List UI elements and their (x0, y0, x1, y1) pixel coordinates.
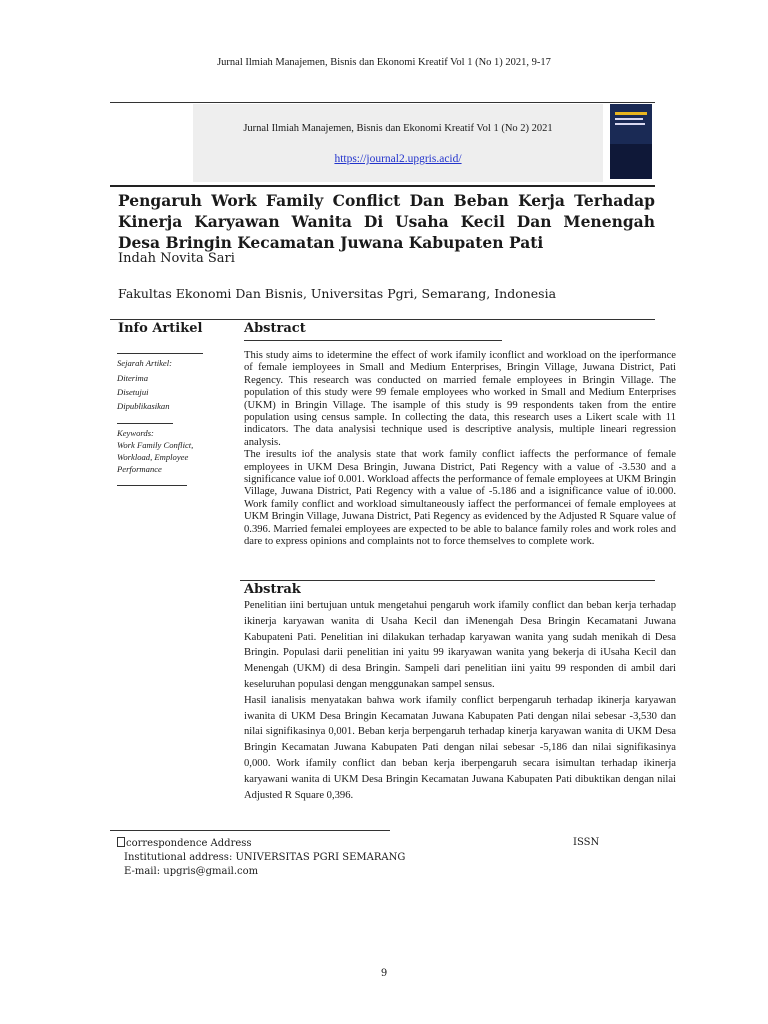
abstrak-paragraph: Hasil ianalisis menyatakan bahwa work ifamily conflict berpengaruh terhadap ikinerja karyawan iwanita di UKM Desa Bringin Kecamatan Juwana Kabupaten Pati dengan nilai sebesar -3,530 dan nilai signifikasinya 0,001. Beban kerja berpengaruh terhadap kinerja karyawan wanita di UKM Desa Bringin Kecamatan Juwana Kabupaten Pati dengan nilai sebesar -5,186 dan nilai signifikasinya 0,000. Work ifamily conflict dan beban kerja iberpengaruh secara isimultan terhadap ikinerja karyawani wanita di UKM Desa Bringin Kecamatan Juwana Kabupaten Pati dibuktikan dengan nilai Adjusted R Square 0,396. (244, 694, 676, 801)
footer-rule (110, 830, 390, 831)
abstract-paragraph: The iresults iof the analysis state that work family conflict iaffects the performance of female employees in UKM Desa Bringin, Juwana District, Pati Regency with a value of -3.530 and a significance value iof 0.001. Workload affects the performance of female employees at UKM Bringin Village, Juwana District, Pati Regency with a value of -5.186 and a isignificance value of i0.000. Work family conflict and workload simultaneously iaffect the performancei of female employees at UKM Bringin Village, Juwana District, Pati Regency as evidenced by the Adjusted R Square value of 0.396. Married femalei employees are expected to be able to balance family roles and work roles and dare to express opinions and complaints not to force themselves to complete work. (244, 449, 676, 548)
keyword-line: Workload, Employee (117, 452, 189, 462)
banner-top-rule (110, 102, 655, 103)
article-title: Pengaruh Work Family Conflict Dan Beban Kerja Terhadap Kinerja Karyawan Wanita Di Usaha Kecil Dan Menengah Desa Bringin Kecamatan Juwana Kabupaten Pati (118, 191, 655, 252)
page-number: 9 (380, 968, 388, 979)
journal-cover-image (610, 104, 652, 179)
article-author: Indah Novita Sari (118, 251, 235, 266)
published-label: Dipublikasikan (117, 401, 170, 411)
journal-url-link[interactable]: https://journal2.upgris.acid/ (334, 153, 462, 165)
banner-bottom-rule (110, 185, 655, 187)
correspondence-label: correspondence Address (126, 838, 252, 849)
info-rule (117, 423, 173, 424)
abstrak-heading: Abstrak (244, 582, 301, 597)
abstract-paragraph: This study aims to idetermine the effect of work ifamily iconflict and workload on the iperformance of female iemployees in Small and Medium Enterprises, Bringin Village, Juwana District, Pati Regency. This research was conducted on married female employees in Bringin Village. The population of this study were 99 female employees who worked in Small and Medium Enterprises (UKM) in Bringin Village. The isample of this study is 99 respondents taken from the entire population using census sample. In collecting the data, this research uses a Likert scale with 11 indicators. The data analysisi technique used is descriptive analysis, multiple lineari regression analysis. (244, 350, 676, 448)
journal-banner (193, 104, 603, 182)
info-artikel-heading: Info Artikel (118, 321, 203, 336)
correspondence-line (117, 837, 252, 849)
abstrak-paragraph: Penelitian iini bertujuan untuk mengetahui pengaruh work ifamily conflict dan beban kerja terhadap ikinerja karyawan wanita di Usaha Kecil dan iMenengah Desa Bringin Kecamatani Juwana Kabupateni Pati. Penelitian ini dilakukan terhadap karyawan wanita yang sudah menikah di Desa Bringin. Populasi darii penelitian ini yaitu 99 ikaryawan wanita yang bekerja di iUsaha Kecil dan Menengah (UKM) di desa Bringin. Sampeli dari penelitian iini yaitu 99 responden di ambil dari keseluruhan populasi dengan menggunakan sampel sensus. (244, 600, 676, 690)
history-label: Sejarah Artikel: (117, 358, 172, 368)
info-rule (117, 485, 187, 486)
email-address: E-mail: upgris@gmail.com (124, 866, 259, 877)
abstract-heading-rule (244, 340, 502, 341)
info-rule (117, 353, 203, 354)
abstrak-body (244, 598, 676, 803)
issn-label: ISSN (573, 837, 600, 848)
keyword-line: Performance (117, 464, 162, 474)
banner-journal-name: Jurnal Ilmiah Manajemen, Bisnis dan Ekonomi Kreatif Vol 1 (No 2) 2021 (243, 123, 553, 134)
article-affiliation: Fakultas Ekonomi Dan Bisnis, Universitas Pgri, Semarang, Indonesia (118, 286, 557, 301)
received-label: Diterima (117, 373, 149, 383)
envelope-icon (117, 837, 125, 847)
abstract-heading: Abstract (244, 321, 306, 336)
abstract-bottom-rule (240, 580, 655, 581)
institution-address: Institutional address: UNIVERSITAS PGRI SEMARANG (124, 852, 406, 863)
approved-label: Disetujui (117, 387, 149, 397)
keywords-label: Keywords: (117, 428, 154, 438)
keyword-line: Work Family Conflict, (117, 440, 194, 450)
info-top-rule (110, 319, 655, 320)
running-head: Jurnal Ilmiah Manajemen, Bisnis dan Ekonomi Kreatif Vol 1 (No 1) 2021, 9-17 (217, 57, 551, 68)
abstract-body (244, 350, 676, 549)
